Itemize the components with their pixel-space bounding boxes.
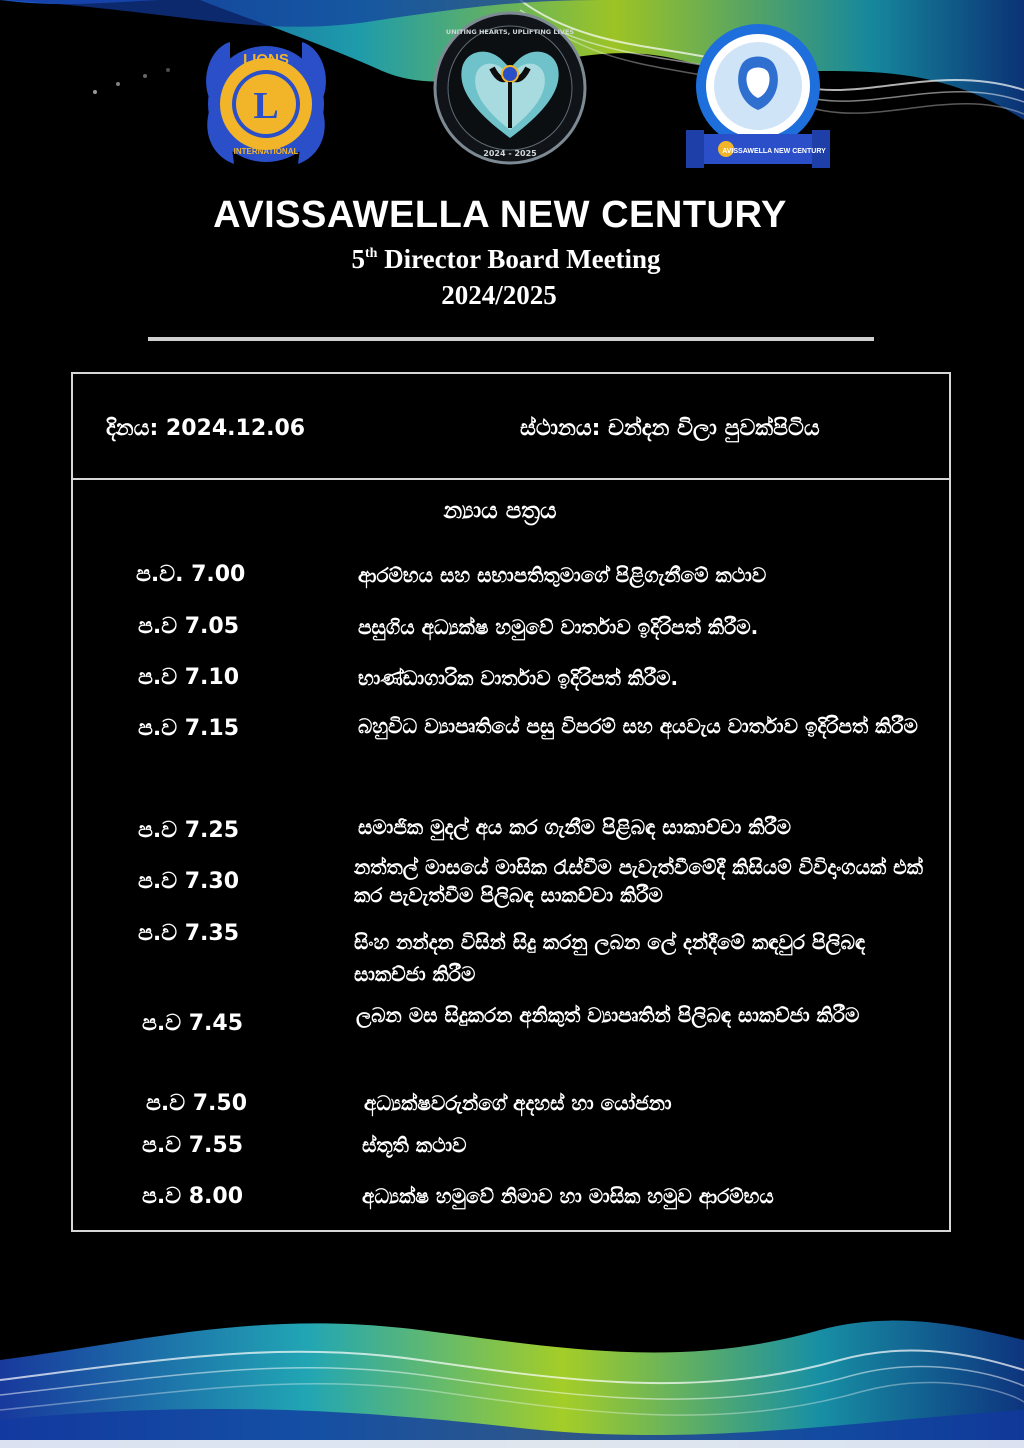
agenda-description: සමාජික මුදල් අය කර ගැනීම පිළිබඳ සාකාච්චා කිරීම [358, 815, 792, 839]
agenda-description: අධ්‍යක්ෂවරුන්ගේ අදහස් හා යෝජනා [364, 1091, 672, 1115]
agenda-time: ප.ව 7.30 [138, 869, 240, 894]
svg-text:L: L [253, 85, 279, 127]
svg-text:AVISSAWELLA NEW CENTURY: AVISSAWELLA NEW CENTURY [722, 148, 826, 155]
svg-text:2024 - 2025: 2024 - 2025 [483, 149, 537, 158]
agenda-description: ආරම්භය සහ සභාපතිතුමාගේ පිළිගැනීමේ කථාව [358, 563, 767, 587]
svg-text:UNITING HEARTS, UPLIFTING LIVE: UNITING HEARTS, UPLIFTING LIVES [445, 28, 575, 36]
svg-text:LIONS: LIONS [243, 51, 289, 68]
meeting-number: 5 [351, 244, 365, 274]
agenda-time: ප.ව 7.55 [142, 1133, 244, 1158]
bottom-wave-decoration [0, 1300, 1024, 1448]
agenda-time: ප.ව 8.00 [142, 1184, 244, 1209]
agenda-time: ප.ව 7.35 [138, 921, 240, 946]
agenda-description: බහුවිධ ව්‍යාපෘතියේ පසු විපරම් සහ අයවැය වාර්තාව ඉදිරිපත් කිරීම [358, 714, 918, 738]
lion-year: 2024/2025 [441, 280, 557, 310]
agenda-time: ප.ව. 7.00 [136, 562, 246, 587]
agenda-time: ප.ව 7.15 [138, 716, 240, 741]
agenda-description: ලබන මස සිදුකරන අනිකුත් ව්‍යාපෘතින් පිලිබඳ සාකච්ජා කිරීම [356, 1003, 860, 1027]
venue-value: චන්දන විලා පුවක්පිටිය [608, 416, 820, 441]
venue-label: ස්ථානය: [520, 416, 601, 441]
agenda-description: නත්තල් මාසයේ මාසික රැස්වීම පැවැත්වීමේදී කිසියම් විවිදාංගයක් එක් කර පැවැත්වීම පිලිබඳ සාකච්චා කිරීම [354, 855, 923, 907]
agenda-time: ප.ව 7.45 [142, 1011, 244, 1036]
agenda-description: ස්තූති කථාව [362, 1133, 467, 1157]
agenda-description: භාණ්ඩාගාරික වාර්තාව ඉදිරිපත් කිරීම. [358, 666, 679, 690]
agenda-description: පසුගිය අධ්‍යක්ෂ හමුවේ වාර්තාව ඉදිරිපත් කිරීම. [358, 615, 759, 639]
agenda-description: අධ්‍යක්ෂ හමුවේ නිමාව හා මාසික හමුව ආරම්භය [362, 1184, 774, 1208]
agenda-time: ප.ව 7.10 [138, 665, 240, 690]
meeting-name: Director Board Meeting [377, 244, 661, 274]
club-title: AVISSAWELLA NEW CENTURY [213, 194, 787, 236]
agenda-description: සිංහ නන්දන විසින් සිදු කරනු ලබන ලේ දන්දීමේ කඳවුර පිලිබඳ සාකච්ජා කිරීම [354, 930, 866, 986]
date-value: 2024.12.06 [165, 416, 306, 441]
ordinal-suffix: th [364, 246, 378, 261]
svg-text:INTERNATIONAL: INTERNATIONAL [233, 147, 299, 156]
agenda-time: ප.ව 7.25 [138, 818, 240, 843]
agenda-heading: න්‍යාය පත්‍රය [443, 498, 557, 524]
date-label: දිනය: [106, 416, 159, 441]
agenda-time: ප.ව 7.50 [146, 1091, 248, 1116]
agenda-time: ප.ව 7.05 [138, 614, 240, 639]
